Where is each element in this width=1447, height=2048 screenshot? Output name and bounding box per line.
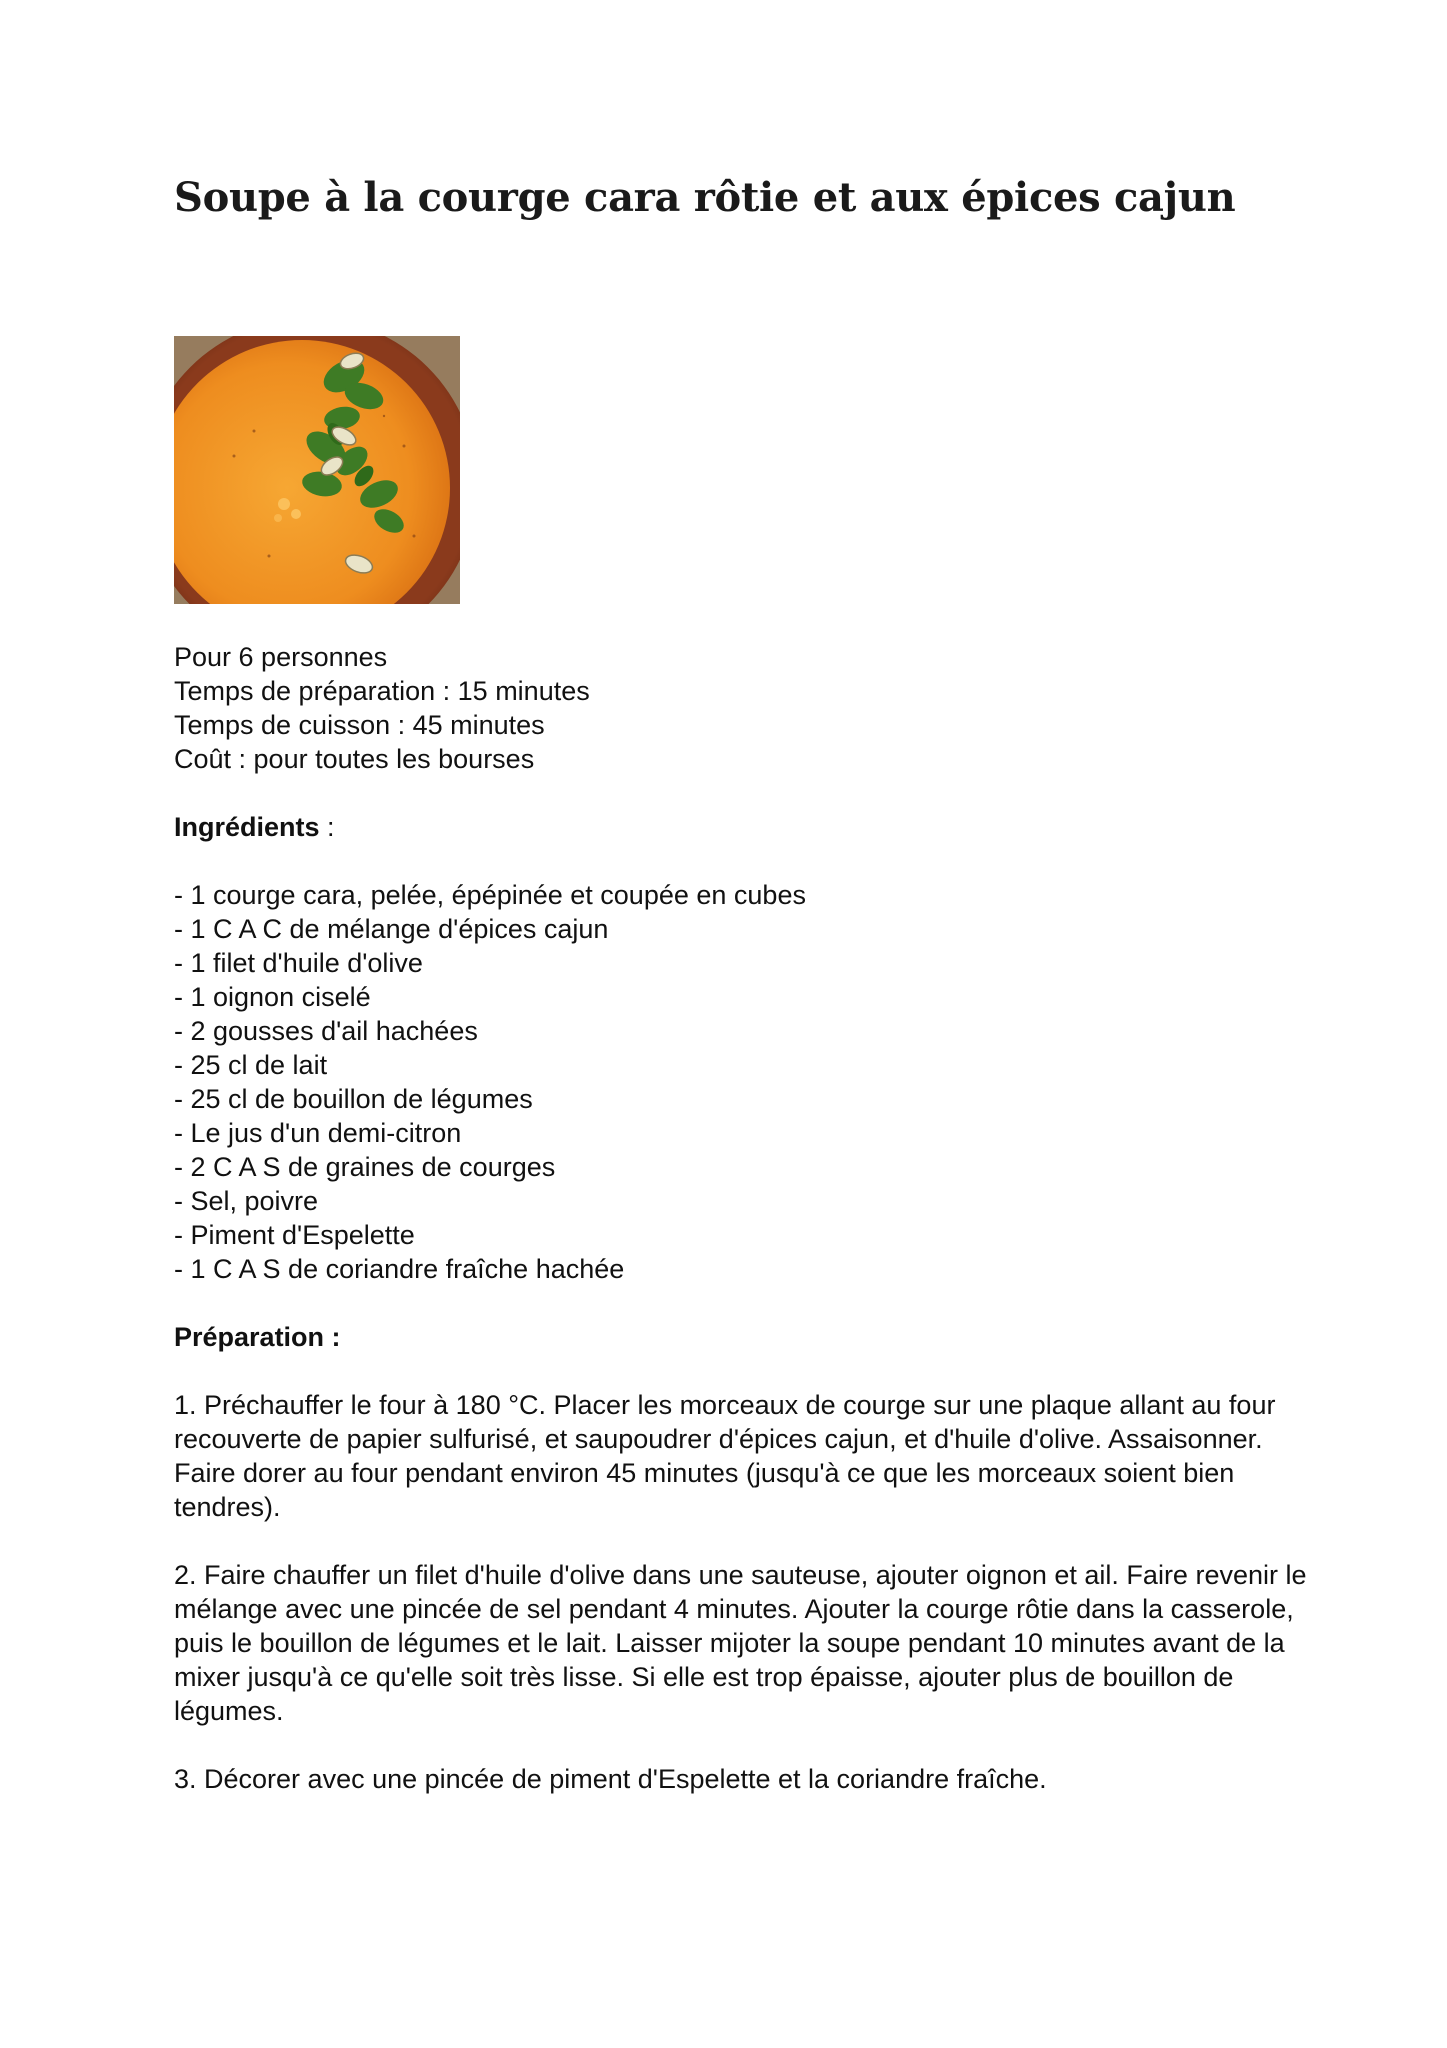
ingredients-heading-suffix: : [319,812,335,842]
preparation-steps [174,1388,1314,1830]
list-item: - Le jus d'un demi-citron [174,1118,462,1148]
list-item: - 25 cl de lait [174,1050,328,1080]
preparation-heading [174,1320,341,1354]
list-item: - 1 C A C de mélange d'épices cajun [174,914,609,944]
list-item: - 25 cl de bouillon de légumes [174,1084,533,1114]
cook-time: Temps de cuisson : 45 minutes [174,710,545,740]
step-2: 2. Faire chauffer un filet d'huile d'olive dans une sauteuse, ajouter oignon et ail. Faire revenir le mélange avec une pincée de sel pendant 4 minutes. Ajouter la courge rôtie dans la casserole, puis le bouillon de légumes et le lait. Laisser mijoter la soupe pendant 10 minutes avant de la mixer jusqu'à ce qu'elle soit très lisse. Si elle est trop épaisse, ajouter plus de bouillon de légumes. [174,1560,1307,1726]
recipe-meta [174,640,590,776]
step-3: 3. Décorer avec une pincée de piment d'Espelette et la coriandre fraîche. [174,1764,1047,1794]
servings: Pour 6 personnes [174,642,388,672]
list-item: - 1 C A S de coriandre fraîche hachée [174,1254,625,1284]
preparation-heading-label: Préparation : [174,1322,341,1352]
cost: Coût : pour toutes les bourses [174,744,535,774]
list-item: - 2 C A S de graines de courges [174,1152,556,1182]
soup-photo [174,336,460,604]
list-item: - Piment d'Espelette [174,1220,415,1250]
page-title: Soupe à la courge cara rôtie et aux épices cajun [174,174,1236,221]
list-item: - 1 oignon ciselé [174,982,371,1012]
prep-time: Temps de préparation : 15 minutes [174,676,590,706]
ingredients-heading-label: Ingrédients [174,812,320,842]
list-item: - 1 courge cara, pelée, épépinée et coupée en cubes [174,880,806,910]
ingredients-heading [174,810,335,844]
list-item: - Sel, poivre [174,1186,319,1216]
ingredient-list [174,878,806,1286]
list-item: - 2 gousses d'ail hachées [174,1016,478,1046]
step-1: 1. Préchauffer le four à 180 °C. Placer les morceaux de courge sur une plaque allant au four recouverte de papier sulfurisé, et saupoudrer d'épices cajun, et d'huile d'olive. Assaisonner. Faire dorer au four pendant environ 45 minutes (jusqu'à ce que les morceaux soient bien tendres). [174,1390,1276,1522]
list-item: - 1 filet d'huile d'olive [174,948,423,978]
